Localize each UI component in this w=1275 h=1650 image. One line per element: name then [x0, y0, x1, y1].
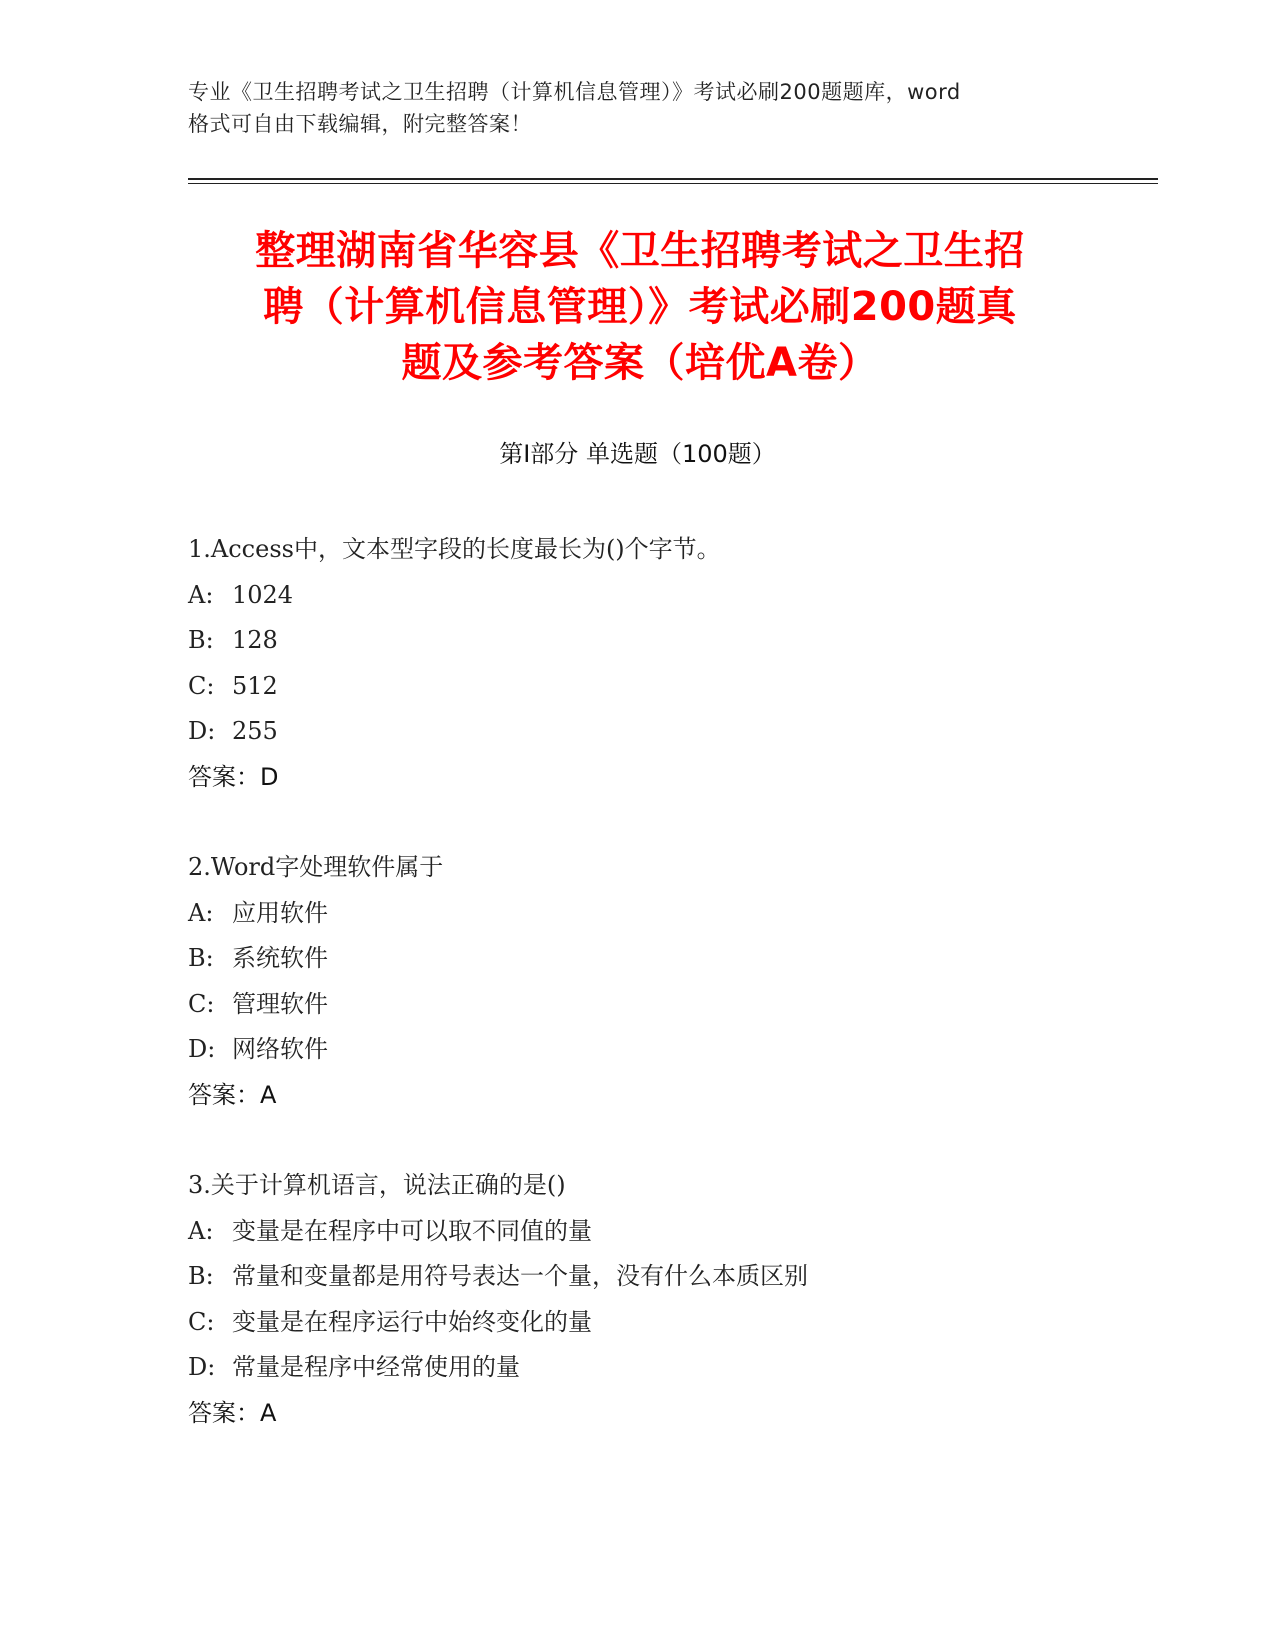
option-label: D:	[188, 1353, 216, 1381]
question-stem: 2.Word字处理软件属于	[188, 853, 444, 881]
document-title-line-3: 题及参考答案（培优A卷）	[401, 340, 879, 386]
option-d	[188, 709, 1088, 755]
document-title-line-2: 聘（计算机信息管理）》考试必刷200题真	[263, 284, 1017, 330]
option-label: D:	[188, 1035, 216, 1063]
option-d	[188, 1027, 1088, 1073]
question-2	[188, 845, 1088, 1118]
question-3	[188, 1163, 1088, 1436]
option-label: C:	[188, 671, 215, 700]
option-label: B:	[188, 944, 214, 972]
option-label: A:	[188, 580, 214, 609]
section-title: 第I部分 单选题（100题）	[499, 440, 776, 468]
header-divider-thin	[188, 183, 1158, 184]
option-b	[188, 936, 1088, 982]
option-a	[188, 573, 1088, 619]
option-text: 系统软件	[232, 944, 328, 972]
header-note-line-2: 格式可自由下载编辑，附完整答案！	[188, 112, 532, 136]
option-label: A:	[188, 898, 214, 927]
option-text: 网络软件	[232, 1035, 328, 1063]
option-c	[188, 982, 1088, 1028]
option-text: 255	[232, 717, 278, 745]
document-title-line-1: 整理湖南省华容县《卫生招聘考试之卫生招	[255, 228, 1025, 274]
option-label: C:	[188, 1307, 215, 1336]
option-text: 常量是程序中经常使用的量	[232, 1353, 520, 1381]
header-divider-thick	[188, 178, 1158, 180]
question-stem: 1.Access中，文本型字段的长度最长为()个字节。	[188, 535, 721, 563]
option-a	[188, 891, 1088, 937]
option-text: 变量是在程序运行中始终变化的量	[232, 1307, 592, 1336]
option-text: 1024	[232, 580, 294, 609]
option-b	[188, 1254, 1088, 1300]
question-stem: 3.关于计算机语言，说法正确的是()	[188, 1171, 566, 1199]
answer-line: 答案：A	[188, 1398, 277, 1427]
option-a	[188, 1209, 1088, 1255]
option-label: C:	[188, 989, 215, 1018]
option-label: B:	[188, 626, 214, 654]
document-title	[190, 223, 1090, 391]
option-c	[188, 1300, 1088, 1346]
option-label: B:	[188, 1262, 214, 1290]
option-text: 管理软件	[232, 989, 328, 1018]
header-note-line-1: 专业《卫生招聘考试之卫生招聘（计算机信息管理）》考试必刷200题题库，word	[188, 80, 961, 104]
option-text: 应用软件	[232, 898, 328, 927]
option-text: 128	[232, 626, 278, 654]
option-c	[188, 664, 1088, 710]
answer-line: 答案：D	[188, 762, 279, 791]
option-b	[188, 618, 1088, 664]
option-label: D:	[188, 717, 216, 745]
option-label: A:	[188, 1216, 214, 1245]
answer-line: 答案：A	[188, 1080, 277, 1109]
option-text: 512	[232, 671, 278, 700]
header-note	[188, 76, 1088, 140]
option-d	[188, 1345, 1088, 1391]
option-text: 常量和变量都是用符号表达一个量，没有什么本质区别	[232, 1262, 808, 1290]
option-text: 变量是在程序中可以取不同值的量	[232, 1216, 592, 1245]
question-1	[188, 527, 1088, 800]
